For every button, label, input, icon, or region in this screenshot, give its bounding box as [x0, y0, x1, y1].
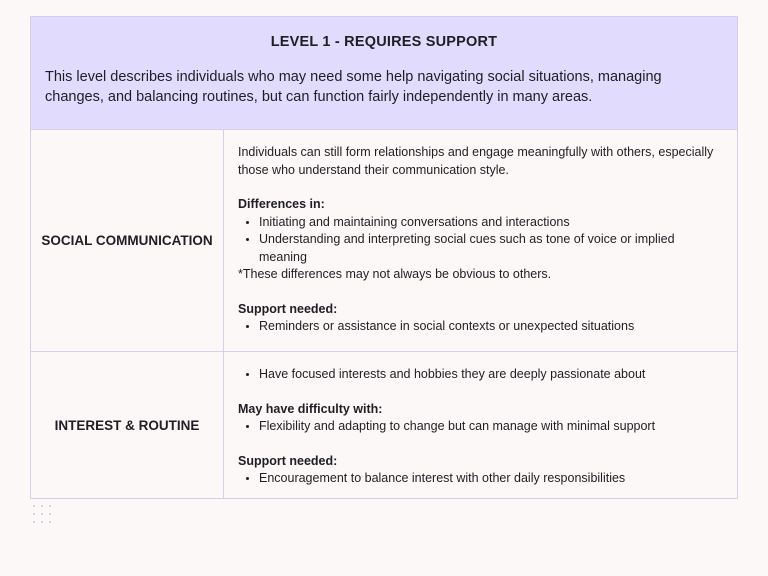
interest-support-list: [238, 470, 723, 488]
interest-routine-label: INTEREST & ROUTINE: [31, 352, 224, 498]
level-description: This level describes individuals who may need some help navigating social situations, managing changes, and balancing routines, but can function fairly independently in many areas.: [45, 69, 662, 105]
list-item: • Encouragement to balance interest with other daily responsibilities: [259, 470, 723, 488]
social-communication-label: SOCIAL COMMUNICATION: [31, 130, 224, 351]
differences-heading: Differences in:: [238, 197, 325, 211]
difficulty-heading: May have difficulty with:: [238, 401, 383, 416]
interest-support-heading: Support needed:: [238, 453, 338, 468]
differences-note: *These differences may not always be obvious to others.: [238, 267, 552, 281]
row-social-communication: [31, 130, 737, 352]
level-title: LEVEL 1 - REQUIRES SUPPORT: [270, 34, 498, 50]
differences-list: [238, 214, 723, 267]
table-header: [31, 17, 737, 130]
interest-list: [238, 366, 723, 384]
support-level-table: [30, 16, 738, 499]
difficulty-list: [238, 418, 723, 436]
list-item: • Flexibility and adapting to change but can manage with minimal support: [259, 418, 723, 436]
list-item: • Understanding and interpreting social cues such as tone of voice or implied meaning: [259, 231, 723, 266]
list-item: • Initiating and maintaining conversations and interactions: [259, 214, 723, 232]
interest-routine-content: [224, 352, 737, 498]
list-item: • Have focused interests and hobbies they are deeply passionate about: [259, 366, 723, 384]
social-communication-content: [224, 130, 737, 351]
row-interest-routine: [31, 352, 737, 498]
social-support-list: [238, 318, 723, 336]
social-intro: Individuals can still form relationships and engage meaningfully with others, especially those who understand their communication style.: [238, 145, 714, 177]
list-item: • Reminders or assistance in social contexts or unexpected situations: [259, 318, 723, 336]
social-support-heading: Support needed:: [238, 301, 338, 316]
